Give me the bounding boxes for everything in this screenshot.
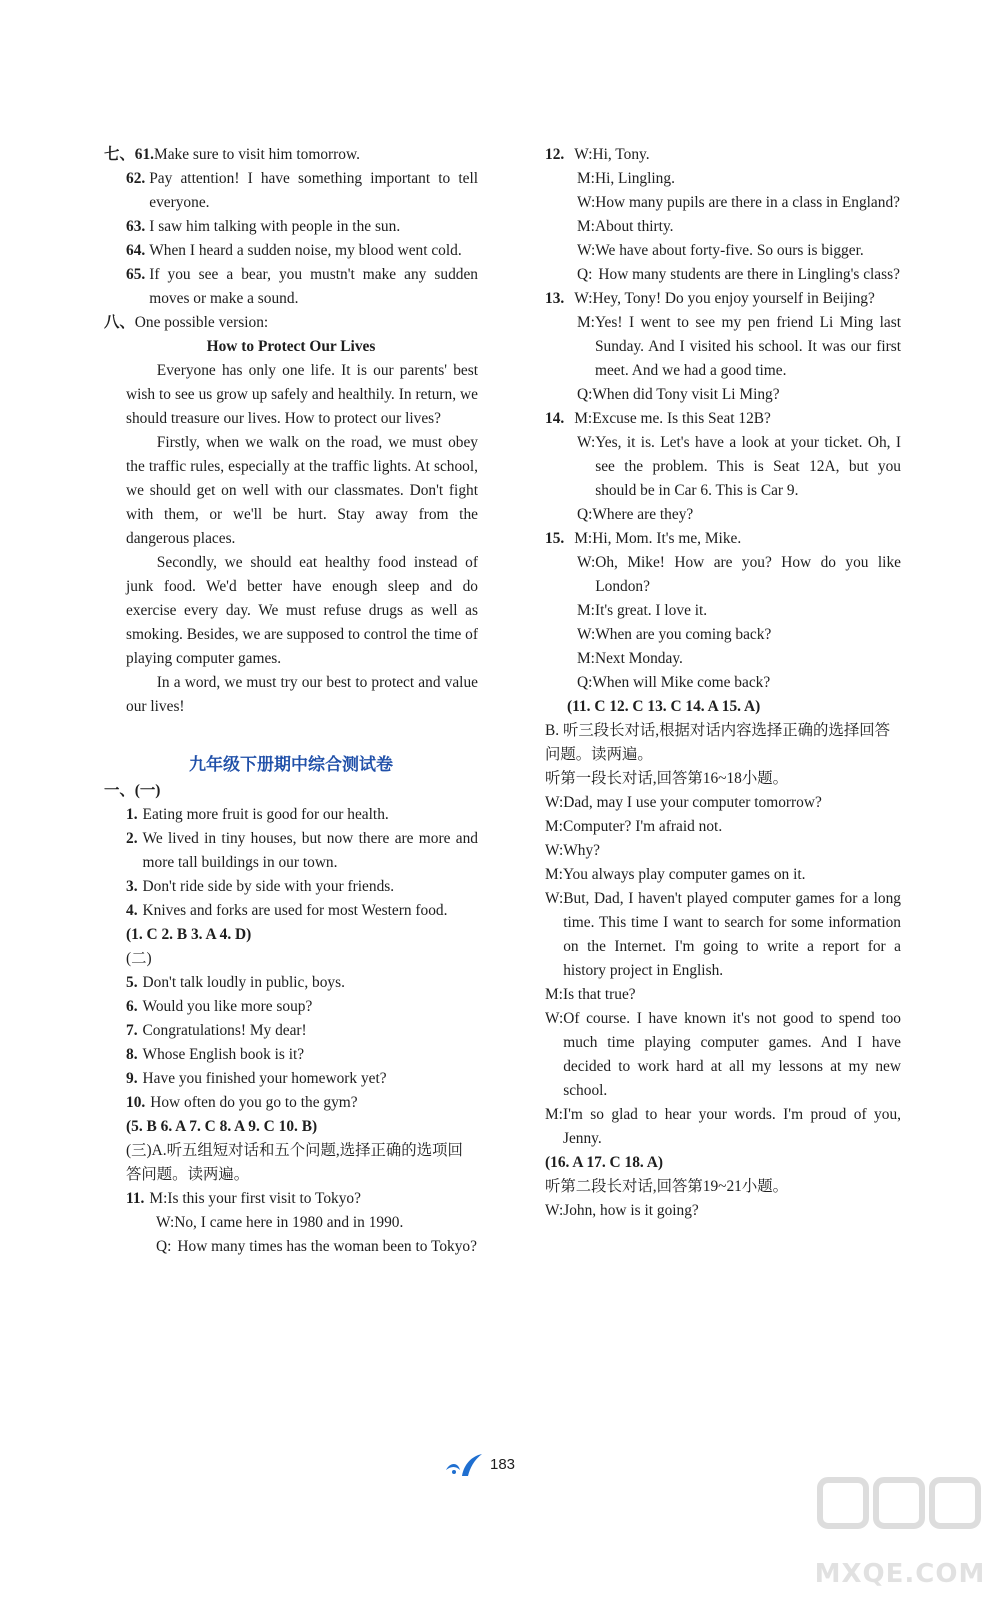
dialogue-line — [545, 671, 901, 695]
answer-number: 64. — [126, 242, 146, 259]
item-text: How often do you go to the gym? — [150, 1094, 358, 1111]
watermark-text: MXQE.COM — [814, 1559, 986, 1589]
speaker-label: M: — [574, 530, 593, 547]
dialogue-text: How many times has the woman been to Tokyo? — [177, 1238, 477, 1255]
dialogue-text: It's great. I love it. — [594, 602, 708, 619]
dialogue-text: Hey, Tony! Do you enjoy yourself in Beijing? — [592, 290, 875, 307]
speaker-label: Q: — [156, 1238, 172, 1255]
page-number: 183 — [490, 1456, 516, 1473]
speaker-label: W: — [156, 1214, 175, 1231]
dialogue-line — [545, 599, 901, 623]
dialogue-text: Dad, may I use your computer tomorrow? — [563, 794, 822, 811]
dialogue-line — [545, 191, 901, 215]
section-intro: One possible version: — [134, 314, 269, 331]
dialogue-12 — [545, 143, 901, 287]
dialogue-text: Yes, it is. Let's have a look at your ticket. Oh, I see the problem. This is Seat 12A, but you should be in Car 6. This is Car 9. — [595, 434, 901, 499]
speaker-label: Q: — [577, 266, 593, 283]
answer-number: 63. — [126, 218, 146, 235]
speaker-label: M: — [577, 218, 595, 235]
essay-body — [104, 359, 478, 719]
script-8 — [126, 1043, 478, 1067]
item-number: 15. — [545, 530, 565, 547]
dialogue-text: We have about forty-five. So ours is bigger. — [595, 242, 864, 259]
dialogue-text: Hi, Tony. — [592, 146, 650, 163]
dialogue-text: Oh, Mike! How are you? How do you like London? — [595, 554, 901, 595]
item-number: 14. — [545, 410, 565, 427]
item-number: 12. — [545, 146, 565, 163]
dialogue-text: Why? — [563, 842, 600, 859]
speaker-label: M: — [577, 602, 595, 619]
script-9 — [126, 1067, 478, 1091]
speaker-label: W: — [545, 890, 564, 907]
dialogue-text: Hi, Lingling. — [594, 170, 675, 187]
dialogue-line — [545, 647, 901, 671]
answer-61 — [104, 143, 478, 167]
part-1-label: 一、(一) — [104, 782, 161, 799]
dialogue-text: Excuse me. Is this Seat 12B? — [592, 410, 771, 427]
item-text: We lived in tiny houses, but now there are more and more tall buildings in our town. — [142, 830, 478, 871]
section-number: 八、 — [104, 314, 135, 331]
dialogue-text: When did Tony visit Li Ming? — [592, 386, 780, 403]
dialogue-line — [545, 383, 901, 407]
dialogue-line — [545, 311, 901, 383]
dialogue-line — [126, 1211, 478, 1235]
dialogue-text: But, Dad, I haven't played computer games for a long time. This time I want to search for some information on the Internet. I'm going to write a report for a history project in English. — [563, 890, 901, 979]
item-text: Would you like more soup? — [142, 998, 313, 1015]
dialogue-text: When will Mike come back? — [592, 674, 771, 691]
answer-text: If you see a bear, you mustn't make any sudden moves or make a sound. — [149, 266, 478, 307]
dialogue-text: About thirty. — [594, 218, 674, 235]
script-10 — [126, 1091, 478, 1115]
dialogue-text: How many students are there in Lingling's class? — [598, 266, 900, 283]
answer-number: 62. — [126, 170, 146, 187]
left-column — [104, 143, 478, 1259]
item-number: 6. — [126, 998, 138, 1015]
script-7 — [126, 1019, 478, 1043]
dialogue-line — [545, 551, 901, 599]
speaker-label: M: — [545, 986, 563, 1003]
dialogue-text: How many pupils are there in a class in England? — [595, 194, 900, 211]
item-number: 10. — [126, 1094, 146, 1111]
item-number: 2. — [126, 830, 138, 847]
answer-key-11-15: (11. C 12. C 13. C 14. A 15. A) — [567, 698, 761, 715]
speaker-label: M: — [149, 1190, 168, 1207]
answer-key-1-4: (1. C 2. B 3. A 4. D) — [126, 926, 252, 943]
script-6 — [126, 995, 478, 1019]
watermark-logo-icon — [810, 1470, 990, 1560]
essay-paragraph: In a word, we must try our best to protect and value our lives! — [126, 674, 478, 715]
essay-title: How to Protect Our Lives — [206, 338, 376, 355]
item-text: Have you finished your homework yet? — [142, 1070, 387, 1087]
dialogue-text: Computer? I'm afraid not. — [562, 818, 723, 835]
answer-64 — [104, 239, 478, 263]
script-1 — [126, 803, 478, 827]
dialogue-line — [545, 791, 901, 815]
dialogue-line — [545, 839, 901, 863]
long-dialogue-1 — [545, 791, 901, 1151]
dialogue-line — [545, 503, 901, 527]
dialogue-line — [545, 887, 901, 983]
dialogue-text: Is this your first visit to Tokyo? — [167, 1190, 361, 1207]
speaker-label: W: — [577, 194, 596, 211]
speaker-label: M: — [577, 170, 595, 187]
dialogue-line — [545, 983, 901, 1007]
answer-key-16-18: (16. A 17. C 18. A) — [545, 1154, 663, 1171]
speaker-label: W: — [574, 290, 593, 307]
answer-text: I saw him talking with people in the sun. — [149, 218, 401, 235]
answer-text: When I heard a sudden noise, my blood went cold. — [149, 242, 462, 259]
script-4 — [126, 899, 478, 923]
answer-number: 七、61. — [104, 146, 155, 163]
answer-text: Make sure to visit him tomorrow. — [154, 146, 360, 163]
dialogue-text: Of course. I have known it's not good to spend too much time playing computer games. And I have decided to work hard at all my lessons at my new school. — [563, 1010, 901, 1099]
section-8-header — [104, 311, 478, 335]
dialogue-text: No, I came here in 1980 and in 1990. — [174, 1214, 404, 1231]
script-3 — [126, 875, 478, 899]
answer-text: Pay attention! I have something important to tell everyone. — [149, 170, 478, 211]
dialogue-text: You always play computer games on it. — [562, 866, 806, 883]
dialogue-text: Yes! I went to see my pen friend Li Ming last Sunday. And I visited his school. It was our first meet. And we had a good time. — [594, 314, 901, 379]
speaker-label: Q: — [577, 506, 593, 523]
item-text: Congratulations! My dear! — [142, 1022, 307, 1039]
item-number: 7. — [126, 1022, 138, 1039]
dialogue-text: Where are they? — [592, 506, 694, 523]
speaker-label: W: — [545, 794, 564, 811]
watermark — [810, 1470, 990, 1595]
dialogue-line — [545, 527, 901, 551]
dialogue-text: I'm so glad to hear your words. I'm proud of you, Jenny. — [562, 1106, 901, 1147]
item-number: 3. — [126, 878, 138, 895]
dialogue-line — [545, 407, 901, 431]
dialogue-line — [545, 623, 901, 647]
item-number: 11. — [126, 1190, 145, 1207]
speaker-label: W: — [577, 242, 596, 259]
speaker-label: M: — [545, 866, 563, 883]
dialogue-line — [545, 143, 901, 167]
speaker-label: W: — [577, 626, 596, 643]
dialogue-2-intro: 听第二段长对话,回答第19~21小题。 — [545, 1178, 789, 1195]
item-number: 9. — [126, 1070, 138, 1087]
answer-number: 65. — [126, 266, 146, 283]
dialogue-11 — [104, 1187, 478, 1259]
speaker-label: W: — [577, 434, 596, 451]
speaker-label: M: — [545, 818, 563, 835]
dialogue-line — [545, 1103, 901, 1151]
dialogue-line — [545, 239, 901, 263]
part-2-items — [104, 971, 478, 1115]
item-number: 5. — [126, 974, 138, 991]
essay-paragraph: Firstly, when we walk on the road, we must obey the traffic rules, especially at the traffic lights. At school, we should get on well with our classmates. Don't fight with them, or we'll be hurt. Stay away from the dangerous places. — [126, 434, 478, 547]
item-text: Don't talk loudly in public, boys. — [142, 974, 345, 991]
item-text: Whose English book is it? — [142, 1046, 305, 1063]
item-text: Don't ride side by side with your friends. — [142, 878, 395, 895]
item-number: 4. — [126, 902, 138, 919]
part-2-label: (二) — [126, 950, 152, 967]
dialogue-line — [545, 167, 901, 191]
dialogue-13 — [545, 287, 901, 407]
item-number: 13. — [545, 290, 565, 307]
speaker-label: W: — [577, 554, 596, 571]
answer-key-5-10: (5. B 6. A 7. C 8. A 9. C 10. B) — [126, 1118, 318, 1135]
essay-paragraph: Everyone has only one life. It is our parents' best wish to see us grow up safely and healthily. In return, we should treasure our lives. How to protect our lives? — [126, 362, 478, 427]
dialogue-15 — [545, 527, 901, 695]
dialogue-line — [545, 1007, 901, 1103]
item-text: Knives and forks are used for most Western food. — [142, 902, 448, 919]
part-b-instructions: B. 听三段长对话,根据对话内容选择正确的选择回答问题。读两遍。 — [545, 722, 891, 763]
speaker-label: W: — [545, 1202, 564, 1219]
dialogue-14 — [545, 407, 901, 527]
speaker-label: W: — [545, 842, 564, 859]
test-title: 九年级下册期中综合测试卷 — [189, 755, 393, 775]
publisher-logo-icon — [442, 1450, 486, 1480]
dialogue-line — [545, 287, 901, 311]
part-1-items — [104, 803, 478, 923]
speaker-label: Q: — [577, 386, 593, 403]
script-5 — [126, 971, 478, 995]
dialogue-line — [545, 1199, 901, 1223]
speaker-label: M: — [574, 410, 593, 427]
right-column — [545, 143, 901, 1223]
item-text: Eating more fruit is good for our health. — [142, 806, 389, 823]
speaker-label: W: — [574, 146, 593, 163]
answer-65 — [104, 263, 478, 311]
speaker-label: M: — [577, 314, 595, 331]
item-number: 1. — [126, 806, 138, 823]
dialogue-1-intro: 听第一段长对话,回答第16~18小题。 — [545, 770, 789, 787]
dialogue-line — [545, 815, 901, 839]
dialogue-line — [126, 1235, 478, 1259]
dialogue-line — [126, 1187, 478, 1211]
dialogue-text: Hi, Mom. It's me, Mike. — [592, 530, 742, 547]
essay-paragraph: Secondly, we should eat healthy food instead of junk food. We'd better have enough sleep and do exercise every day. We must refuse drugs as well as smoking. Besides, we are supposed to control the time of playing computer games. — [126, 554, 478, 667]
speaker-label: Q: — [577, 674, 593, 691]
dialogue-line — [545, 431, 901, 503]
dialogue-text: John, how is it going? — [563, 1202, 699, 1219]
answer-62 — [104, 167, 478, 215]
dialogue-line — [545, 263, 901, 287]
script-2 — [126, 827, 478, 875]
speaker-label: M: — [545, 1106, 563, 1123]
speaker-label: M: — [577, 650, 595, 667]
dialogue-text: Next Monday. — [594, 650, 683, 667]
dialogue-text: Is that true? — [562, 986, 636, 1003]
dialogue-text: When are you coming back? — [595, 626, 772, 643]
part-3-instructions: (三)A.听五组短对话和五个问题,选择正确的选项回答问题。读两遍。 — [126, 1142, 463, 1183]
dialogue-line — [545, 215, 901, 239]
speaker-label: W: — [545, 1010, 564, 1027]
answer-63 — [104, 215, 478, 239]
item-number: 8. — [126, 1046, 138, 1063]
dialogue-line — [545, 863, 901, 887]
